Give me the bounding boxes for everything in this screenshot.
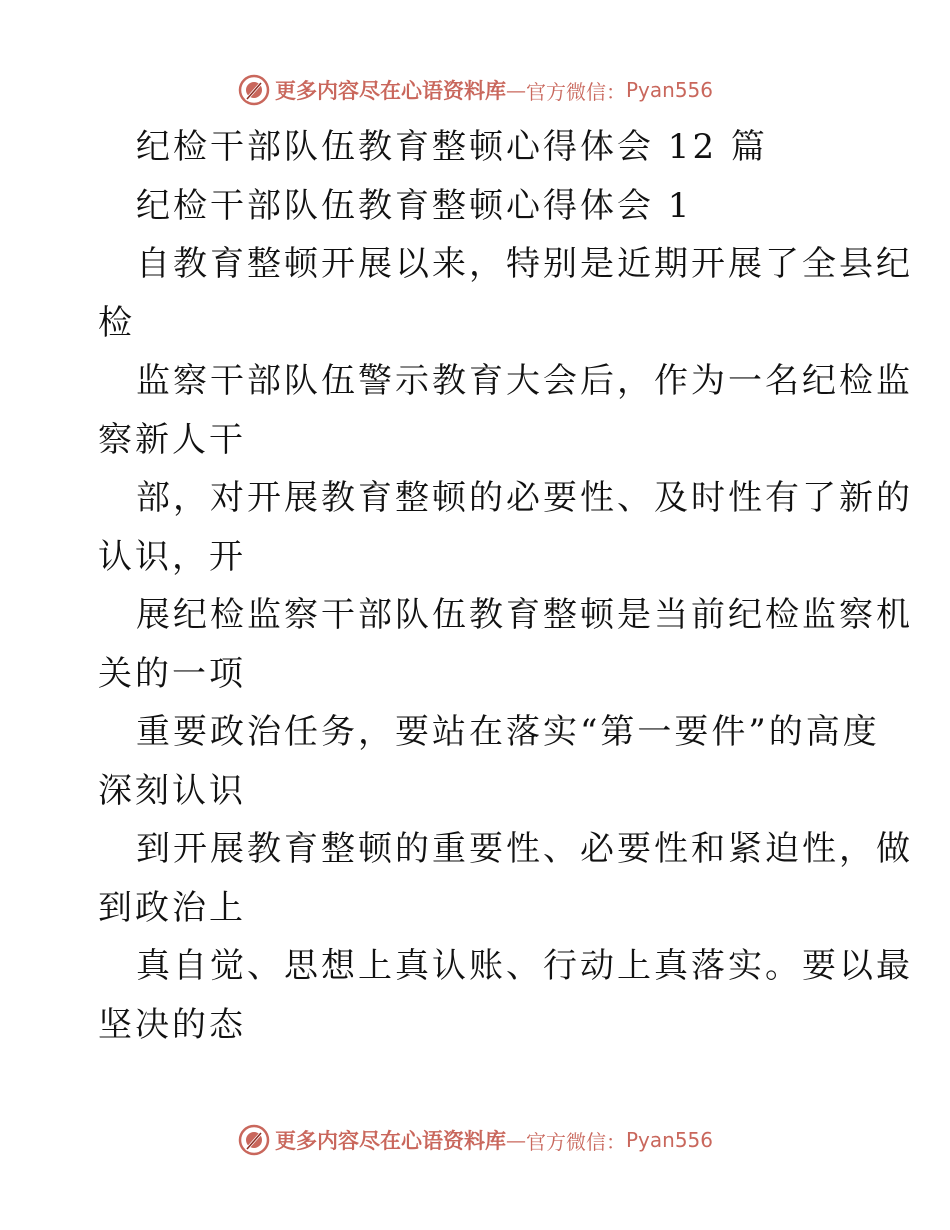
watermark-text: 更多内容尽在心语资料库 (274, 78, 506, 103)
watermark-id: Pyan556 (625, 1128, 713, 1152)
section-heading: 纪检干部队伍教育整顿心得体会 1 (136, 185, 693, 226)
paragraph-line: 部，对开展教育整顿的必要性、及时性有了新的 (136, 478, 913, 518)
paragraph-line: 到开展教育整顿的重要性、必要性和紧迫性，做 (136, 829, 913, 869)
paragraph-line: 重要政治任务，要站在落实“第一要件”的高度 (136, 712, 880, 752)
paragraph-line: 关的一项 (98, 653, 246, 694)
logo-icon (237, 1123, 271, 1157)
document-title: 纪检干部队伍教育整顿心得体会 12 篇 (136, 127, 768, 167)
watermark-dash: — (505, 78, 526, 102)
paragraph-line: 察新人干 (98, 419, 246, 460)
watermark-label: 官方微信： (525, 79, 626, 104)
watermark-label: 官方微信： (525, 1129, 626, 1154)
paragraph-line: 认识，开 (98, 536, 246, 577)
document-body (98, 118, 913, 1054)
paragraph-line: 检 (98, 302, 135, 343)
header-watermark (0, 70, 950, 110)
watermark-dash: — (505, 1128, 526, 1152)
watermark-id: Pyan556 (625, 78, 713, 102)
paragraph-line: 展纪检监察干部队伍教育整顿是当前纪检监察机 (136, 595, 913, 635)
paragraph-line: 监察干部队伍警示教育大会后，作为一名纪检监 (136, 361, 913, 401)
paragraph-line: 自教育整顿开展以来，特别是近期开展了全县纪 (136, 244, 913, 284)
logo-icon (237, 73, 271, 107)
watermark-text: 更多内容尽在心语资料库 (274, 1128, 506, 1153)
paragraph-line: 坚决的态 (98, 1004, 246, 1045)
paragraph-line: 真自觉、思想上真认账、行动上真落实。要以最 (136, 946, 913, 986)
paragraph-line: 深刻认识 (98, 770, 246, 811)
paragraph-line: 到政治上 (98, 887, 246, 928)
footer-watermark (0, 1120, 950, 1160)
